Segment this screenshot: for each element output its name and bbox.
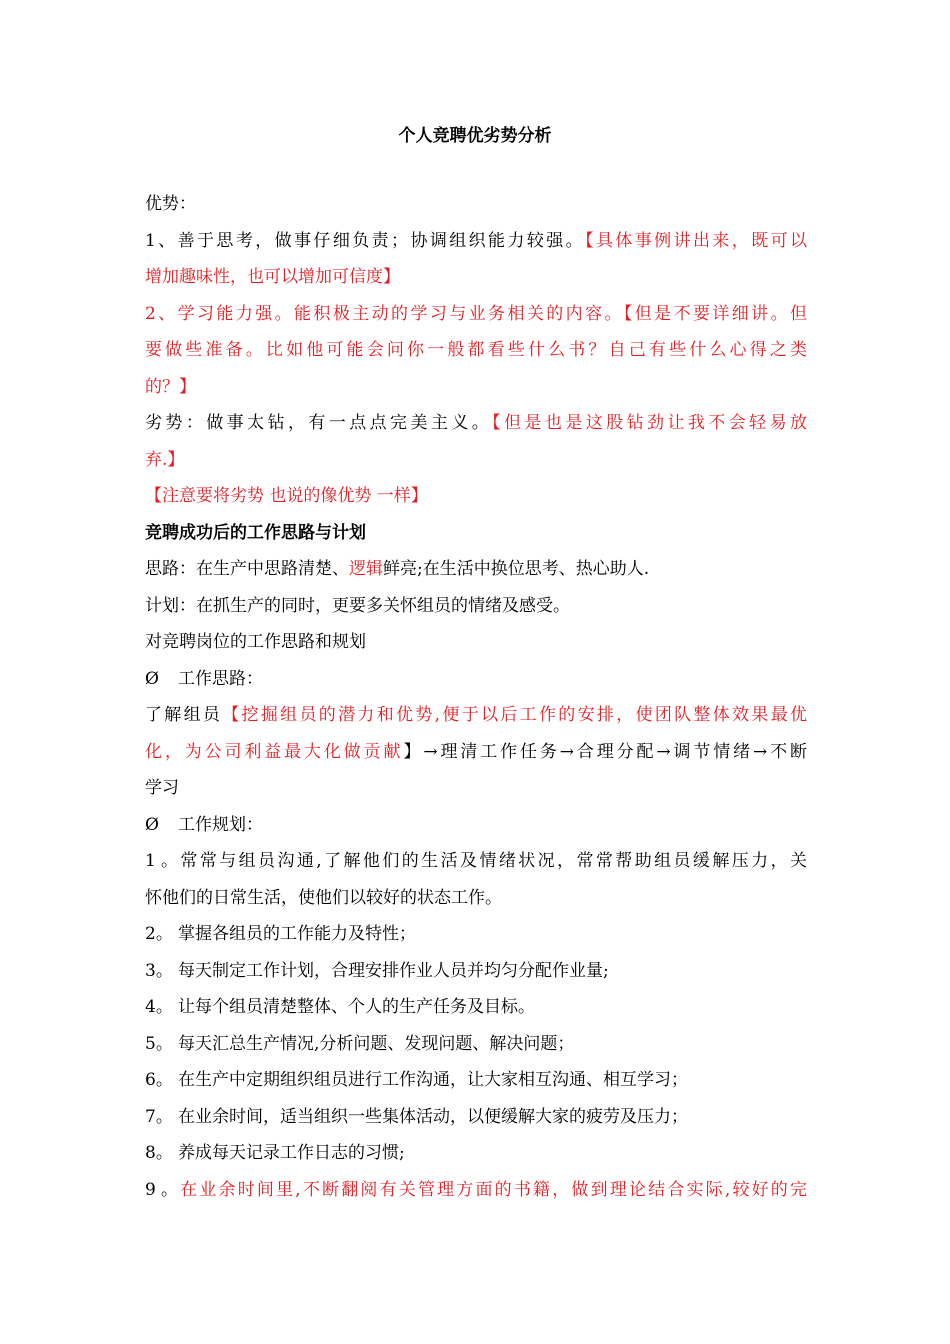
text-line [145, 447, 807, 473]
body-text: 1、善于思考，做事仔细负责；协调组织能力较强。 [145, 230, 586, 251]
text-line [145, 921, 807, 947]
body-text: 怀他们的日常生活，使他们以较好的状态工作。 [145, 887, 502, 908]
annotation-text: 要做些准备。比如他可能会问你一般都看些什么书？自己有些什么心得之类 [145, 340, 807, 360]
text-line [145, 1031, 807, 1057]
text-line [145, 739, 807, 765]
body-text: 竞聘成功后的工作思路与计划 [145, 522, 366, 543]
text-line [145, 885, 807, 911]
text-line [145, 666, 807, 692]
body-text: 工作思路： [178, 668, 263, 689]
text-line [145, 958, 807, 984]
body-text: 对竞聘岗位的工作思路和规划 [145, 632, 366, 652]
body-text: 在生产中定期组织组员进行工作沟通，让大家相互沟通、相互学习； [178, 1070, 688, 1090]
bullet-marker: Ø [145, 668, 159, 689]
body-text: 优势： [145, 194, 196, 214]
text-line [145, 556, 807, 582]
text-line [145, 264, 807, 290]
text-line [145, 337, 807, 363]
body-text: 让每个组员清楚整体、个人的生产任务及目标。 [178, 997, 535, 1017]
annotation-text: 弃.】 [145, 449, 185, 470]
body-text: 掌握各组员的工作能力及特性； [178, 924, 416, 944]
body-text: 学习 [145, 778, 179, 798]
text-line [145, 483, 807, 509]
body-text: 鲜亮;在生活中换位思考、热心助人. [383, 559, 650, 579]
body-text: 思路：在生产中思路清楚、 [145, 559, 349, 579]
body-text: 每天制定工作计划，合理安排作业人员并均匀分配作业量; [178, 960, 609, 981]
annotation-text: 【具体事例讲出来，既可以 [585, 230, 808, 251]
annotation-text: 逻辑 [349, 559, 383, 579]
text-line [145, 410, 807, 436]
text-line [145, 191, 807, 217]
body-text: 在业余时间，适当组织一些集体活动，以便缓解大家的疲劳及压力； [178, 1106, 688, 1127]
annotation-text: 【但是也是这股钻劲让我不会轻易放 [492, 413, 807, 433]
annotation-text: 的？】 [145, 376, 196, 397]
text-line [145, 593, 807, 619]
body-text: 常常与组员沟通,了解他们的生活及情绪状况，常常帮助组员缓解压力，关 [178, 851, 807, 871]
text-line [145, 994, 807, 1020]
text-line [145, 374, 807, 400]
body-text: 】→理清工作任务→合理分配→调节情绪→不断 [403, 741, 807, 762]
section-heading [145, 520, 807, 546]
body-text: 养成每天记录工作日志的习惯; [178, 1143, 405, 1163]
document-body [145, 191, 807, 1213]
text-line [145, 228, 807, 254]
page-title: 个人竞聘优劣势分析 [398, 126, 552, 146]
annotation-text: 增加趣味性，也可以增加可信度】 [145, 267, 400, 287]
annotation-text: 2、学习能力强。能积极主动的学习与业务相关的内容。【但是不要详细讲。但 [145, 303, 807, 324]
list-number: 1。 [145, 851, 178, 871]
text-line [145, 301, 807, 327]
list-number: 9。 [145, 1179, 178, 1200]
list-number: 5。 [145, 1033, 173, 1054]
text-line [145, 1140, 807, 1166]
text-line [145, 702, 807, 728]
annotation-text: 化，为公司利益最大化做贡献 [145, 741, 404, 762]
body-text: 计划：在抓生产的同时，更要多关怀组员的情绪及感受。 [145, 595, 570, 616]
list-number: 4。 [145, 997, 173, 1017]
annotation-text: 【注意要将劣势 也说的像优势 一样】 [145, 486, 428, 506]
annotation-text: 【挖掘组员的潜力和优势,便于以后工作的安排，使团队整体效果最优 [222, 705, 807, 725]
list-number: 3。 [145, 960, 173, 981]
body-text: 了解组员 [145, 705, 223, 725]
body-text: 工作规划： [178, 814, 263, 835]
text-line [145, 848, 807, 874]
body-text: 每天汇总生产情况,分析问题、发现问题、解决问题； [178, 1033, 575, 1054]
list-number: 6。 [145, 1070, 173, 1090]
text-line [145, 1104, 807, 1130]
list-number: 7。 [145, 1106, 173, 1127]
text-line [145, 812, 807, 838]
body-text: 劣势：做事太钻，有一点点完美主义。 [145, 413, 493, 433]
text-line [145, 1177, 807, 1203]
list-number: 8。 [145, 1143, 173, 1163]
list-number: 2。 [145, 924, 173, 944]
bullet-marker: Ø [145, 814, 159, 835]
text-line [145, 629, 807, 655]
annotation-text: 在业余时间里,不断翻阅有关管理方面的书籍，做到理论结合实际,较好的完 [178, 1179, 807, 1200]
text-line [145, 775, 807, 801]
text-line [145, 1067, 807, 1093]
